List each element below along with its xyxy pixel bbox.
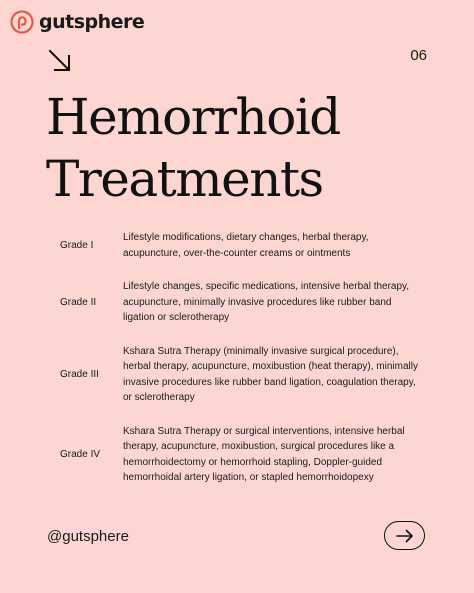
gutsphere-logo-icon <box>10 10 34 34</box>
grade-row <box>60 230 420 261</box>
grade-treatment-text: Lifestyle modifications, dietary changes, herbal therapy, acupuncture, over-the-counter creams or ointments <box>123 232 369 259</box>
grade-treatment-text: Lifestyle changes, specific medications, intensive herbal therapy, acupuncture, minimally invasive procedures like rubber band ligation or sclerotherapy <box>123 281 410 323</box>
next-button[interactable] <box>384 521 425 550</box>
grade-label: Grade II <box>60 296 97 308</box>
grade-row <box>60 424 420 486</box>
grade-label: Grade IV <box>60 449 101 460</box>
grade-treatment-text: Kshara Sutra Therapy (minimally invasive surgical procedure), herbal therapy, acupuncture, moxibustion (heat therapy), minimally invasive procedures like rubber band ligation, coagulation therapy, or sclerotherapy <box>123 345 418 403</box>
grade-row <box>60 279 420 326</box>
grade-label: Grade III <box>60 369 99 380</box>
page-number: 06 <box>410 47 427 64</box>
brand-name: gutsphere <box>39 11 145 33</box>
grade-row <box>60 344 420 406</box>
arrow-right-icon <box>396 529 414 543</box>
social-handle: @gutsphere <box>47 528 129 545</box>
grade-label: Grade I <box>60 240 94 251</box>
page-title <box>46 86 340 210</box>
title-line-1: Hemorrhoid <box>46 88 340 146</box>
grade-treatment-text: Kshara Sutra Therapy or surgical interventions, intensive herbal therapy, acupuncture, moxibustion, surgical procedures like a hemorrhoidectomy or hemorrhoid stapling, Doppler-guided hemorrhoidal artery ligation, or stapled hemorrhoidopexy <box>123 425 405 483</box>
grades-list <box>60 230 420 504</box>
brand-logo <box>10 10 144 34</box>
title-line-2: Treatments <box>46 150 323 208</box>
arrow-down-right-icon <box>47 48 73 74</box>
